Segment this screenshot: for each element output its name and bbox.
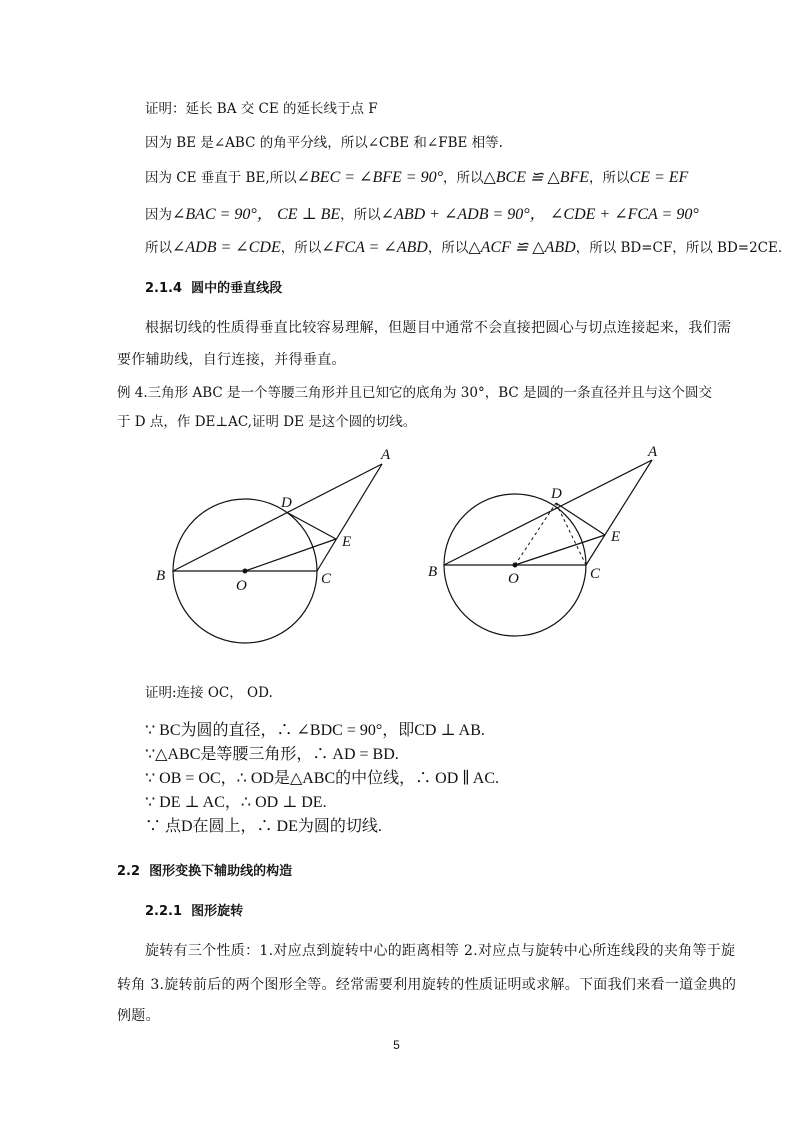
section-heading-2-2-1: 2.2.1 图形旋转 (145, 904, 244, 919)
proof2-line: ∵△ABC是等腰三角形，∴ AD = BD. (145, 746, 399, 763)
side-ab (173, 464, 382, 571)
label-d: D (281, 495, 292, 511)
example4-line2: 于 D 点，作 DE⊥AC,证明 DE 是这个圆的切线。 (117, 414, 417, 430)
label-b: B (156, 568, 166, 584)
center-point (243, 569, 248, 574)
segment-de (288, 513, 336, 539)
label-c: C (321, 571, 332, 587)
proof2-intro: 证明:连接 OC， OD. (145, 685, 273, 701)
proof1-line1: 证明：延长 BA 交 CE 的延长线于点 F (145, 101, 378, 117)
side-ab (444, 460, 652, 565)
section-heading-2-2: 2.2 图形变换下辅助线的构造 (117, 864, 293, 879)
proof1-line3: 因为 CE 垂直于 BE,所以∠BEC = ∠BFE = 90°，所以△BCE ≌ △BFE，所以CE = EF (145, 169, 689, 186)
paragraph-2-2-1-line2: 转角 3.旋转前后的两个图形全等。经常需要利用旋转的性质证明或求解。下面我们来看一道金典的 (117, 977, 737, 993)
label-a: A (648, 444, 658, 460)
proof1-line5: 所以∠ADB = ∠CDE，所以∠FCA = ∠ABD，所以△ACF ≌ △ABD，所以 BD=CF，所以 BD=2CE. (145, 239, 783, 256)
proof1-line4: 因为∠BAC = 90°， CE ⊥ BE，所以∠ABD + ∠ADB = 90°， ∠CDE + ∠FCA = 90° (145, 206, 699, 223)
label-a: A (381, 447, 391, 463)
label-o: O (508, 571, 519, 587)
segment-de (556, 503, 605, 535)
proof2-line: ∵ 点D在圆上，∴ DE为圆的切线. (145, 818, 382, 835)
paragraph-2-2-1-line3: 例题。 (117, 1008, 160, 1024)
section-heading-2-1-4: 2.1.4 圆中的垂直线段 (145, 281, 283, 296)
proof2-line: ∵ OB = OC，∴ OD是△ABC的中位线，∴ OD ∥ AC. (145, 770, 499, 787)
segment-oe (245, 539, 336, 571)
paragraph-2-2-1-line1: 旋转有三个性质：1.对应点到旋转中心的距离相等 2.对应点与旋转中心所连线段的夹角等于旋 (145, 943, 736, 959)
label-d: D (551, 486, 562, 502)
label-o: O (236, 578, 247, 594)
side-ac (586, 460, 652, 565)
center-point (513, 563, 518, 568)
example4-line1: 例 4.三角形 ABC 是一个等腰三角形并且已知它的底角为 30°，BC 是圆的一条直径并且与这个圆交 (117, 385, 713, 401)
label-c: C (590, 566, 601, 582)
figure-left (140, 440, 410, 660)
label-e: E (611, 529, 621, 545)
figure-right (420, 440, 680, 665)
page-number: 5 (393, 1038, 400, 1052)
dashed-od (515, 503, 556, 565)
label-b: B (428, 564, 438, 580)
proof1-line2: 因为 BE 是∠ABC 的角平分线，所以∠CBE 和∠FBE 相等. (145, 135, 503, 151)
proof2-line: ∵ BC为圆的直径，∴ ∠BDC = 90°，即CD ⊥ AB. (145, 722, 485, 739)
proof2-line: ∵ DE ⊥ AC，∴ OD ⊥ DE. (145, 794, 327, 811)
segment-oe (515, 535, 605, 565)
label-e: E (342, 534, 352, 550)
paragraph-2-1-4-line2: 要作辅助线，自行连接，并得垂直。 (117, 352, 346, 368)
paragraph-2-1-4-line1: 根据切线的性质得垂直比较容易理解，但题目中通常不会直接把圆心与切点连接起来，我们需 (145, 320, 732, 336)
